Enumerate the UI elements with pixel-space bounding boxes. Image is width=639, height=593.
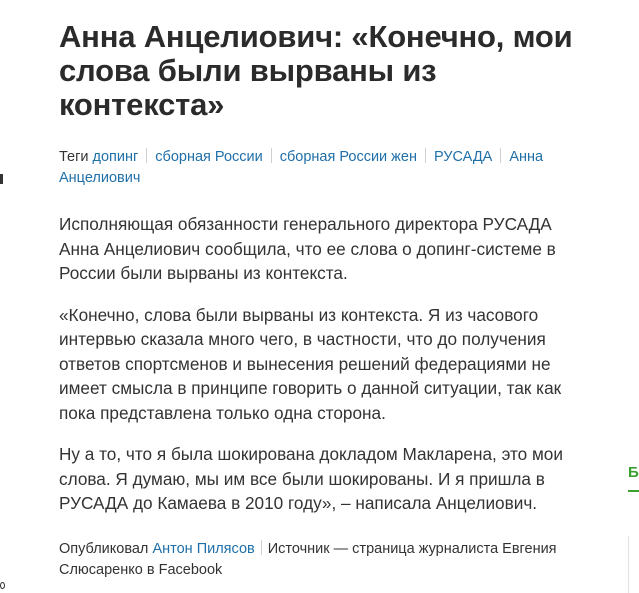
article-paragraph: Ну а то, что я была шокирована докладом Макларена, это мои слова. Я думаю, мы им все были шокированы. И я пришла в РУСАДА до Камаева в 2010 году», – написала Анцелиович.: [59, 444, 563, 513]
article-title: Анна Анцелиович: «Конечно, мои слова были вырваны из контекста»: [59, 19, 573, 122]
published-label: Опубликовал: [59, 540, 149, 557]
tag-separator: [271, 148, 272, 163]
right-edge-fragment-line: [628, 490, 639, 492]
tag-separator: [146, 148, 147, 163]
tag-russia-women-team[interactable]: сборная России жен: [279, 149, 417, 165]
right-edge-fragment-text: Б: [628, 464, 639, 481]
right-edge-panel-border: [628, 536, 629, 593]
source-text: Источник — страница журналиста Евгения Слюсаренко в Facebook: [59, 540, 557, 578]
article-paragraph: Исполняющая обязанности генерального директора РУСАДА Анна Анцелиович сообщила, что ее слова о допинг-системе в России были вырваны из контекста.: [59, 214, 556, 283]
left-edge-fragment-bottom: [0, 582, 5, 589]
article: [59, 20, 589, 581]
tag-separator: [500, 148, 501, 163]
tag-doping[interactable]: допинг: [92, 149, 139, 165]
article-paragraph: «Конечно, слова были вырваны из контекста. Я из часового интервью сказала много чего, в частности, что до получения ответов спортсменов и вынесения решений федерациями не имеет смысла в принципе говорить о данной ситуации, так как пока представлена только одна сторона.: [59, 304, 562, 423]
tag-anna-antseliovich[interactable]: Анна Анцелиович: [59, 149, 544, 186]
tags-label: Теги: [59, 149, 89, 165]
tag-russia-team[interactable]: сборная России: [155, 149, 263, 165]
byline: [59, 539, 589, 581]
author-link[interactable]: Антон Пилясов: [152, 540, 255, 557]
tags-row: [59, 147, 589, 189]
left-edge-fragment: [0, 174, 3, 184]
tag-rusada[interactable]: РУСАДА: [433, 149, 493, 165]
byline-separator: [261, 540, 262, 555]
tag-separator: [425, 148, 426, 163]
